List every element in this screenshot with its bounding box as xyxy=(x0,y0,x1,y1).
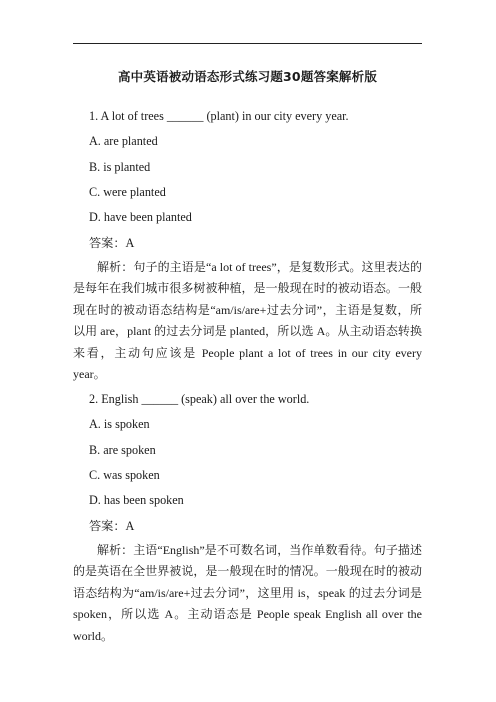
option-a: A. are planted xyxy=(89,134,158,148)
analysis-paragraph: 解析：句子的主语是“a lot of trees”，是复数形式。这里表达的是每年在我们城市很多树被种植，是一般现在时的被动语态。一般现在时的被动语态结构是“am/is/are+过去分词”，主语是复数，所以用 are，plant 的过去分词是 planted，所以选 A。从主动语态转换来看，主动句应该是 People plant a lot of trees in our city every year。 xyxy=(73,260,422,382)
option-a: A. is spoken xyxy=(89,417,150,431)
document-title: 高中英语被动语态形式练习题30题答案解析版 xyxy=(117,69,378,84)
answer-line: 答案：A xyxy=(89,519,135,533)
option-d: D. has been spoken xyxy=(89,493,184,507)
header-rule xyxy=(73,43,422,44)
option-d: D. have been planted xyxy=(89,210,192,224)
analysis-paragraph: 解析：主语“English”是不可数名词，当作单数看待。句子描述的是英语在全世界被说，是一般现在时的情况。一般现在时的被动语态结构为“am/is/are+过去分词”，这里用 is，speak 的过去分词是 spoken，所以选 A。主动语态是 People speak English all over the world。 xyxy=(73,543,422,643)
question-stem: 2. English ______ (speak) all over the world. xyxy=(89,392,310,406)
option-b: B. is planted xyxy=(89,160,151,174)
option-c: C. was spoken xyxy=(89,468,160,482)
answer-line: 答案：A xyxy=(89,236,135,250)
question-stem: 1. A lot of trees ______ (plant) in our city every year. xyxy=(89,109,349,123)
option-c: C. were planted xyxy=(89,185,166,199)
option-b: B. are spoken xyxy=(89,443,156,457)
